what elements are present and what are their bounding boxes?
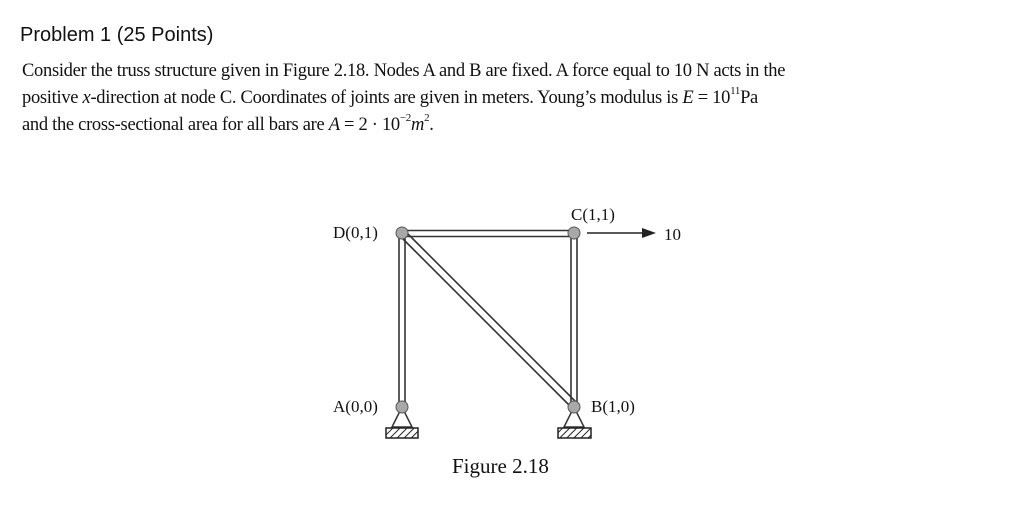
text-segment: positive <box>22 88 83 108</box>
text-segment: = 10 <box>693 88 731 108</box>
figure-caption: Figure 2.18 <box>452 454 549 478</box>
problem-heading: Problem 1 (25 Points) <box>20 24 214 46</box>
node-A <box>396 401 408 413</box>
variable-E: E <box>682 88 694 108</box>
bar-AD <box>399 233 405 406</box>
text-segment: = 2 · 10 <box>339 115 400 135</box>
exponent: −2 <box>399 111 411 124</box>
bar-DB <box>400 231 577 408</box>
force-arrow <box>587 228 656 238</box>
unit-m: m <box>411 115 425 135</box>
exponent: 2 <box>424 111 430 124</box>
node-B <box>568 401 580 413</box>
unit-pa: Pa <box>740 88 758 108</box>
label-node-D: D(0,1) <box>333 223 378 242</box>
text-segment: . <box>429 115 434 135</box>
exponent: 11 <box>730 84 741 97</box>
label-node-C: C(1,1) <box>571 205 615 224</box>
statement-line-1: Consider the truss structure given in Figure 2.18. Nodes A and B are fixed. A force equal to 10 N acts in the <box>22 61 786 81</box>
bar-DC <box>402 231 574 237</box>
label-node-A: A(0,0) <box>333 397 378 416</box>
node-D <box>396 227 408 239</box>
bar-BC <box>571 233 577 406</box>
text-segment: -direction at node C. Coordinates of joints are given in meters. Young’s modulus is <box>90 88 683 108</box>
node-C <box>568 227 580 239</box>
variable-x: x <box>82 88 91 108</box>
text-segment: and the cross-sectional area for all bars are <box>22 115 329 135</box>
variable-A: A <box>328 115 340 135</box>
label-force: 10 <box>664 225 681 244</box>
label-node-B: B(1,0) <box>591 397 635 416</box>
